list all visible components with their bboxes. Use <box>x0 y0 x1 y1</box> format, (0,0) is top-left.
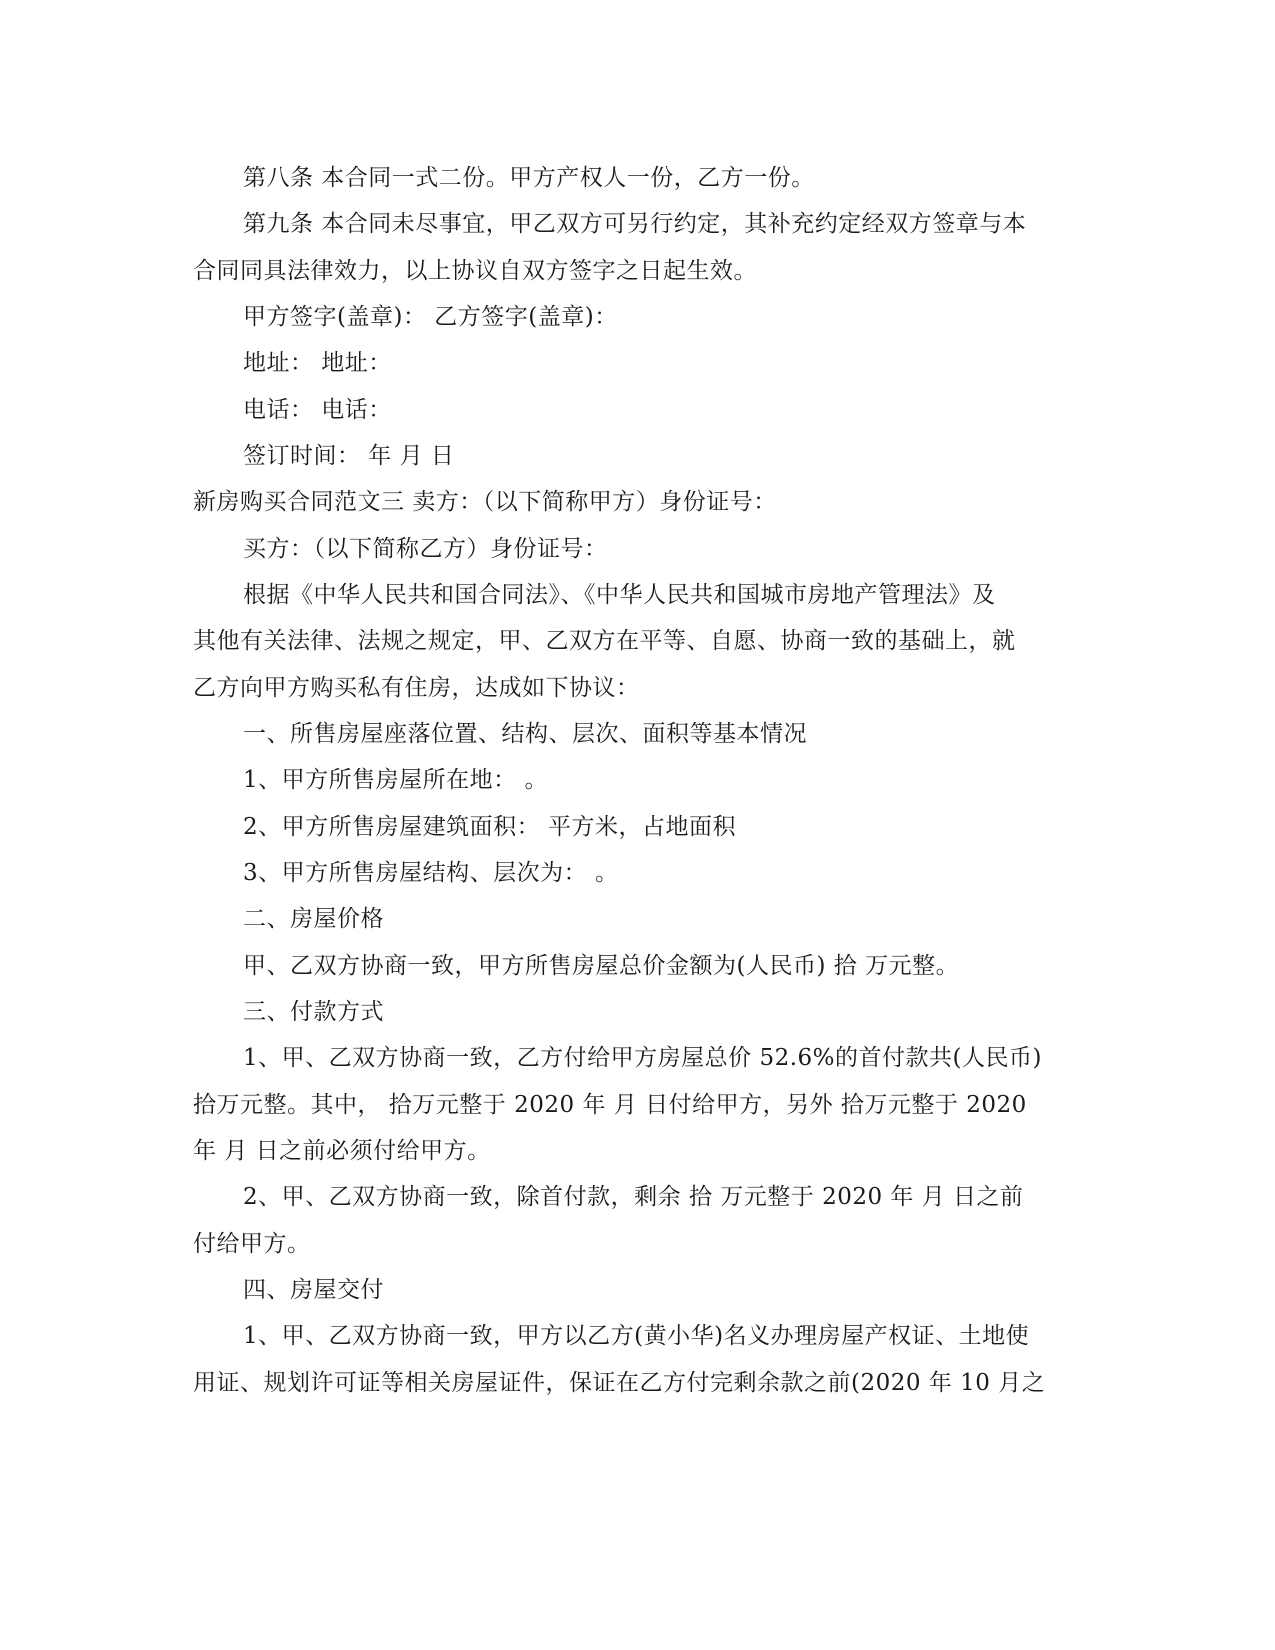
section-title-seller: 新房购买合同范文三 卖方：（以下简称甲方）身份证号： <box>193 489 777 515</box>
article-9-line-1: 第九条 本合同未尽事宜，甲乙双方可另行约定，其补充约定经双方签章与本 <box>243 211 1027 237</box>
price-line: 甲、乙双方协商一致，甲方所售房屋总价金额为(人民币) 拾 万元整。 <box>243 953 960 979</box>
preamble-line-1: 根据《中华人民共和国合同法》、《中华人民共和国城市房地产管理法》及 <box>243 582 996 608</box>
signature-line: 甲方签字(盖章)： 乙方签字(盖章)： <box>243 304 618 330</box>
heading-2: 二、房屋价格 <box>243 906 384 932</box>
signing-date-line: 签订时间： 年 月 日 <box>243 443 455 469</box>
payment-1-line-1: 1、甲、乙双方协商一致，乙方付给甲方房屋总价 52.6%的首付款共(人民币) <box>243 1045 1042 1071</box>
delivery-1-line-1: 1、甲、乙双方协商一致，甲方以乙方(黄小华)名义办理房屋产权证、土地使 <box>243 1323 1030 1349</box>
payment-1-line-2: 拾万元整。其中， 拾万元整于 2020 年 月 日付给甲方，另外 拾万元整于 2020 <box>193 1092 1027 1118</box>
delivery-1-line-2: 用证、规划许可证等相关房屋证件，保证在乙方付完剩余款之前(2020 年 10 月之 <box>193 1370 1046 1396</box>
buyer-line: 买方：（以下简称乙方）身份证号： <box>243 536 608 562</box>
preamble-line-2: 其他有关法律、法规之规定，甲、乙双方在平等、自愿、协商一致的基础上，就 <box>193 628 1016 654</box>
payment-2-line-1: 2、甲、乙双方协商一致，除首付款，剩余 拾 万元整于 2020 年 月 日之前 <box>243 1184 1024 1210</box>
article-8: 第八条 本合同一式二份。甲方产权人一份，乙方一份。 <box>243 165 815 191</box>
article-9-line-2: 合同同具法律效力，以上协议自双方签字之日起生效。 <box>193 258 757 284</box>
item-1-1: 1、甲方所售房屋所在地： 。 <box>243 767 548 793</box>
item-1-2: 2、甲方所售房屋建筑面积： 平方米，占地面积 <box>243 814 736 840</box>
payment-1-line-3: 年 月 日之前必须付给甲方。 <box>193 1138 491 1164</box>
address-line: 地址： 地址： <box>243 350 392 376</box>
heading-4: 四、房屋交付 <box>243 1277 384 1303</box>
heading-3: 三、付款方式 <box>243 999 384 1025</box>
heading-1: 一、所售房屋座落位置、结构、层次、面积等基本情况 <box>243 721 807 747</box>
preamble-line-3: 乙方向甲方购买私有住房，达成如下协议： <box>193 675 640 701</box>
phone-line: 电话： 电话： <box>243 397 392 423</box>
item-1-3: 3、甲方所售房屋结构、层次为： 。 <box>243 860 619 886</box>
payment-2-line-2: 付给甲方。 <box>193 1231 311 1257</box>
